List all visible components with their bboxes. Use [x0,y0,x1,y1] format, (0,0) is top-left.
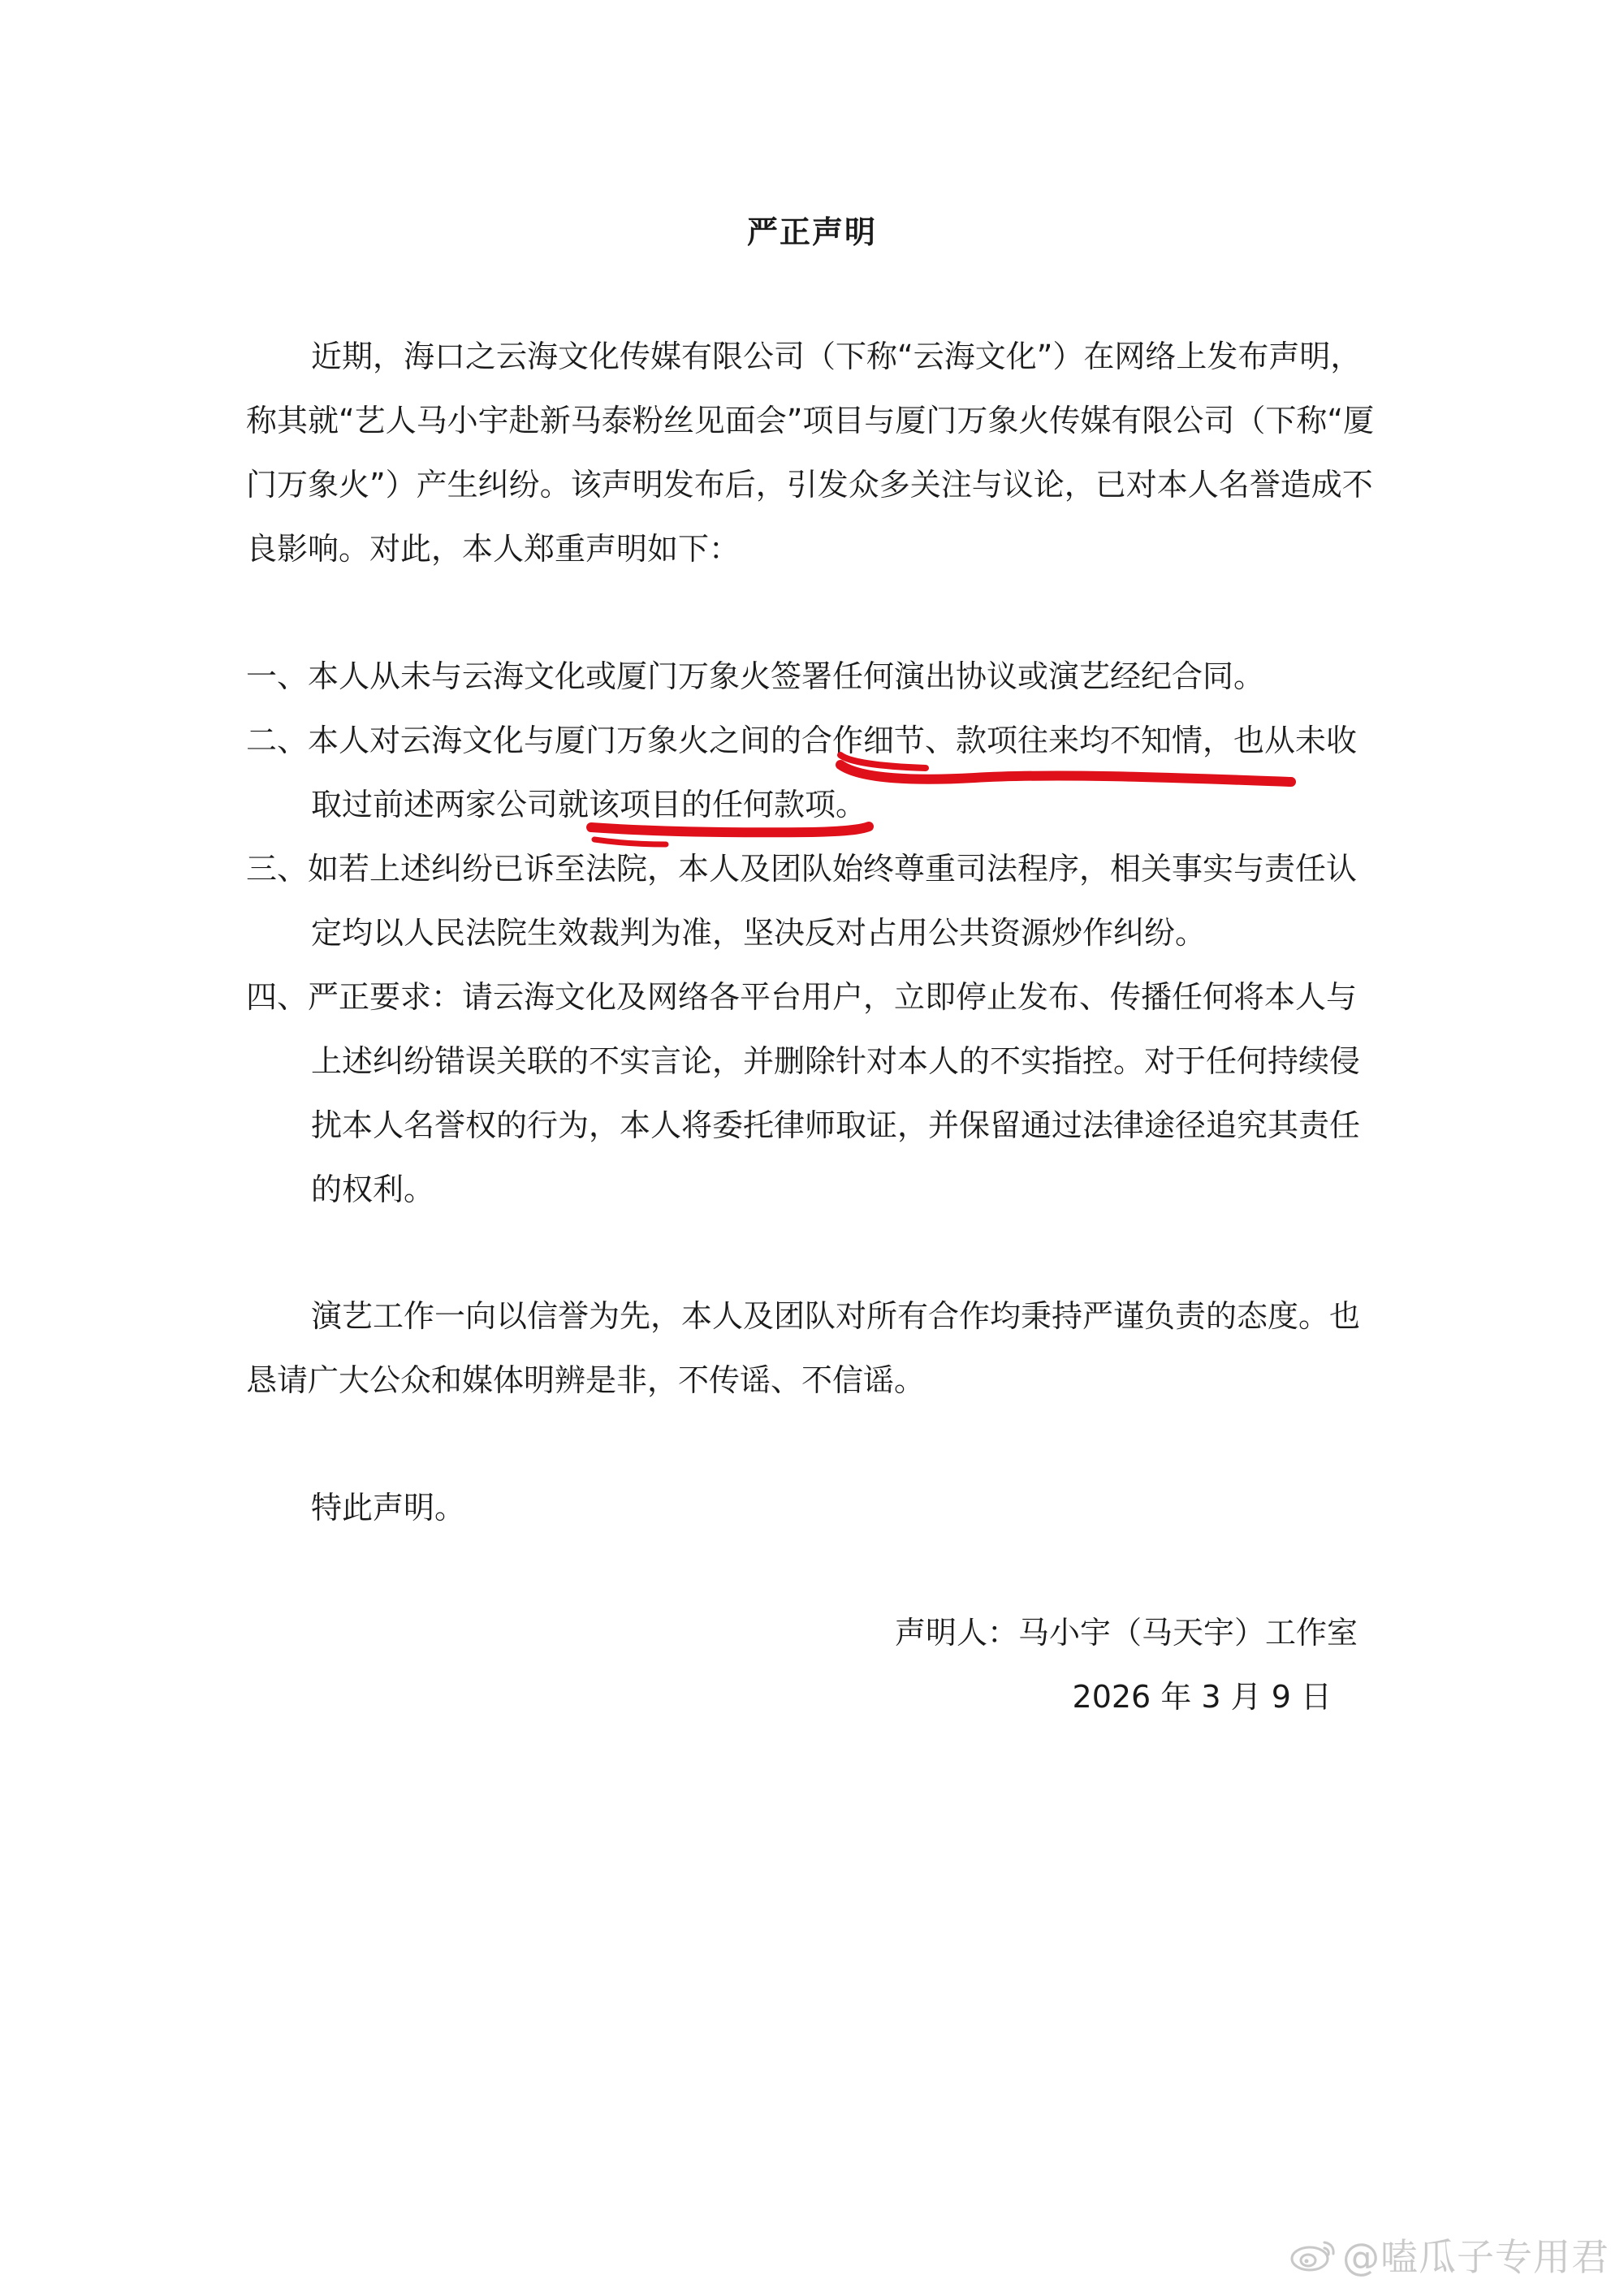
statement-item-3: 三、如若上述纠纷已诉至法院，本人及团队始终尊重司法程序，相关事实与责任认定均以人民法院生效裁判为准，坚决反对占用公共资源炒作纠纷。 [246,851,1358,951]
signature: 声明人：马小宇（马天宇）工作室 [894,1615,1358,1651]
statement-item-4: 四、严正要求：请云海文化及网络各平台用户，立即停止发布、传播任何将本人与上述纠纷错误关联的不实言论，并删除针对本人的不实指控。对于任何持续侵扰本人名誉权的行为，本人将委托律师取证，并保留通过法律途径追究其责任的权利。 [246,979,1361,1207]
watermark [1289,2228,1609,2281]
document-title: 严正声明 [746,214,877,250]
watermark-text: @嗑瓜子专用君 [1342,2235,1609,2279]
signature-date: 2026 年 3 月 9 日 [1072,1679,1332,1715]
closing-paragraph: 演艺工作一向以信誉为先，本人及团队对所有合作均秉持严谨负责的态度。也恳请广大公众和媒体明辨是非，不传谣、不信谣。 [246,1298,1361,1398]
intro-paragraph: 近期，海口之云海文化传媒有限公司（下称“云海文化”）在网络上发布声明，称其就“艺人马小宇赴新马泰粉丝见面会”项目与厦门万象火传媒有限公司（下称“厦门万象火”）产生纠纷。该声明发布后，引发众多关注与议论，已对本人名誉造成不良影响。对此，本人郑重声明如下： [246,339,1375,567]
statement-item-2: 二、本人对云海文化与厦门万象火之间的合作细节、款项往来均不知情，也从未收取过前述两家公司就该项目的任何款项。 [246,723,1358,822]
statement-item-1: 一、本人从未与云海文化或厦门万象火签署任何演出协议或演艺经纪合同。 [246,658,1265,694]
weibo-logo-icon [1289,2236,1337,2273]
statement-line: 特此声明。 [311,1490,466,1526]
